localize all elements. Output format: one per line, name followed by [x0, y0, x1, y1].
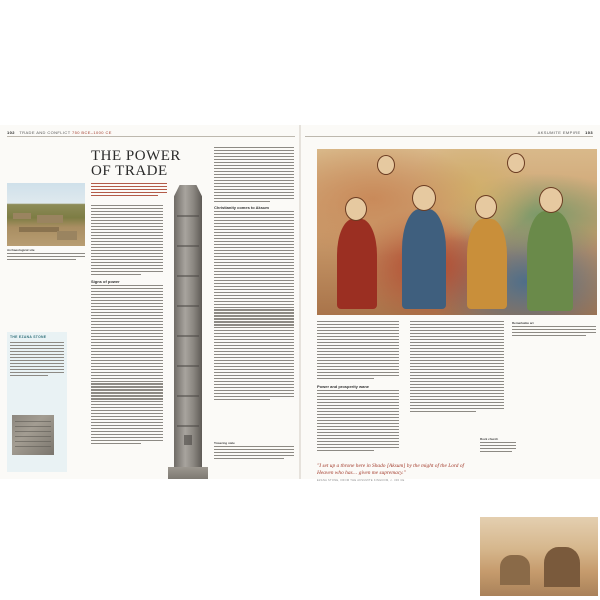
title-line-1: THE POWER — [91, 148, 181, 164]
article-title — [91, 148, 181, 179]
ezana-stone-photo — [12, 415, 54, 455]
body-column-1b — [91, 285, 163, 446]
subhead-christianity: Christianity comes to Aksum — [214, 205, 269, 210]
mural-caption-title: Remarkable art — [512, 321, 534, 325]
body-column-4 — [317, 321, 399, 381]
running-head-right — [538, 130, 593, 135]
desert-caption — [480, 437, 516, 454]
rock-church-photo — [480, 517, 598, 596]
stele-caption — [214, 441, 294, 461]
section-dates: 750 BCE–1000 CE — [72, 130, 112, 135]
church-mural-photo — [317, 149, 597, 315]
section-name-right: AKSUMITE EMPIRE — [537, 130, 581, 135]
landscape-caption-title: Archaeological site — [7, 248, 35, 252]
header-rule-right — [305, 136, 593, 137]
aksum-stele-photo — [168, 185, 208, 479]
prosperity-heading — [317, 384, 369, 389]
book-spread — [0, 125, 600, 482]
sidebar-title: THE EZANA STONE — [10, 335, 47, 339]
archaeological-site-photo — [7, 183, 85, 246]
body-column-4b — [317, 390, 399, 453]
lede-paragraph — [91, 183, 167, 198]
title-line-2: OF TRADE — [91, 163, 168, 179]
subhead-prosperity: Power and prosperity wane — [317, 384, 370, 389]
stele-caption-title: Towering stele — [214, 441, 235, 445]
body-column-5 — [410, 321, 504, 414]
mural-caption — [512, 321, 596, 338]
running-head-left — [7, 130, 112, 135]
subhead-signs: Signs of power — [91, 279, 120, 284]
christianity-heading — [214, 205, 269, 210]
signs-of-power-heading — [91, 279, 120, 284]
landscape-caption — [7, 248, 85, 262]
quote-text: "I set up a throne here in Shado [Aksum] by the might of the Lord of Heaven who has… given me supremacy." — [317, 463, 465, 476]
body-column-3b — [214, 211, 294, 402]
pull-quote — [317, 463, 475, 482]
desert-caption-title: Rock church — [480, 437, 499, 441]
quote-attribution: EZANA STONE, FROM THE AKSUMITE KINGDOM, c. 330 CE — [317, 479, 405, 482]
body-column-3 — [214, 147, 294, 204]
section-name-left: TRADE AND CONFLICT — [19, 130, 71, 135]
page-number-right: 103 — [585, 130, 593, 135]
book-gutter — [299, 125, 301, 479]
body-column-1 — [91, 205, 163, 277]
header-rule-left — [7, 136, 295, 137]
page-number-left: 102 — [7, 130, 15, 135]
